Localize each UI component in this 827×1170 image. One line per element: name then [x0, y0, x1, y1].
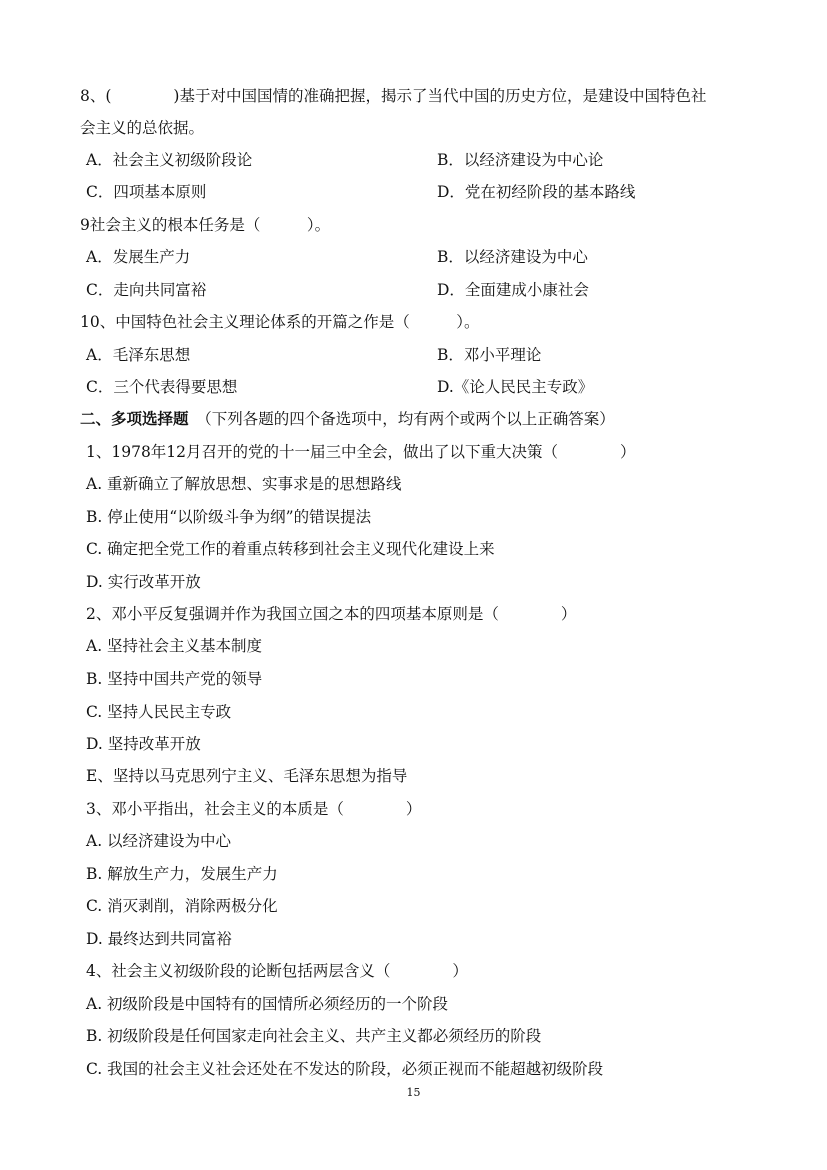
m3-stem: 3、邓小平指出，社会主义的本质是（ ）: [86, 800, 422, 818]
m4-option-c: C. 我国的社会主义社会还处在不发达的阶段，必须正视而不能超越初级阶段: [86, 1060, 604, 1078]
m3-option-d: D. 最终达到共同富裕: [86, 930, 232, 948]
section2-note: （下列各题的四个备选项中，均有两个或两个以上正确答案）: [188, 410, 615, 428]
q10-options-row1: [86, 343, 766, 367]
q8-stem-line1: 8、( )基于对中国国情的准确把握，揭示了当代中国的历史方位，是建设中国特色社: [80, 87, 707, 105]
q10-option-a: A．毛泽东思想: [86, 346, 191, 364]
q8-options-row2: [86, 180, 766, 204]
m1-option-d: D. 实行改革开放: [86, 573, 201, 591]
m4-stem: 4、社会主义初级阶段的论断包括两层含义（ ）: [86, 962, 468, 980]
q9-option-b: B．以经济建设为中心: [437, 248, 588, 266]
q8-options-row1: [86, 148, 766, 172]
m1-option-b: B. 停止使用“以阶级斗争为纲”的错误提法: [86, 508, 372, 526]
q9-option-d: D．全面建成小康社会: [437, 281, 589, 299]
m2-option-d: D. 坚持改革开放: [86, 735, 201, 753]
section2-header: [80, 407, 760, 431]
m4-option-b: B. 初级阶段是任何国家走向社会主义、共产主义都必须经历的阶段: [86, 1027, 542, 1045]
m1-option-a: A. 重新确立了解放思想、实事求是的思想路线: [86, 475, 402, 493]
q8-stem-line2: 会主义的总依据。: [80, 119, 205, 137]
m2-option-a: A. 坚持社会主义基本制度: [86, 637, 263, 655]
q10-option-b: B．邓小平理论: [437, 346, 542, 364]
q9-option-c: C．走向共同富裕: [86, 281, 207, 299]
q8-option-b: B．以经济建设为中心论: [437, 151, 604, 169]
q10-stem: 10、中国特色社会主义理论体系的开篇之作是（ ）。: [80, 313, 480, 331]
m3-option-c: C. 消灭剥削，消除两极分化: [86, 897, 278, 915]
q9-options-row1: [86, 245, 766, 269]
m1-stem: 1、1978年12月召开的党的十一届三中全会，做出了以下重大决策（ ）: [86, 443, 636, 461]
section2-title: 二、多项选择题: [80, 410, 189, 428]
q8-option-c: C．四项基本原则: [86, 183, 207, 201]
m4-option-a: A. 初级阶段是中国特有的国情所必须经历的一个阶段: [86, 995, 449, 1013]
q10-options-row2: [86, 375, 766, 399]
m1-option-c: C. 确定把全党工作的着重点转移到社会主义现代化建设上来: [86, 540, 495, 558]
q10-option-d: D.《论人民民主专政》: [437, 378, 594, 396]
q8-option-a: A．社会主义初级阶段论: [86, 151, 253, 169]
q9-stem: 9社会主义的根本任务是（ ）。: [80, 216, 331, 234]
m2-stem: 2、邓小平反复强调并作为我国立国之本的四项基本原则是（ ）: [86, 605, 577, 623]
m2-option-c: C. 坚持人民民主专政: [86, 703, 232, 721]
q9-options-row2: [86, 278, 766, 302]
q10-option-c: C．三个代表得要思想: [86, 378, 238, 396]
page-number: 15: [406, 1086, 421, 1099]
q9-option-a: A．发展生产力: [86, 248, 191, 266]
m3-option-b: B. 解放生产力，发展生产力: [86, 865, 278, 883]
m3-option-a: A. 以经济建设为中心: [86, 832, 232, 850]
m2-option-e: E、坚持以马克思列宁主义、毛泽东思想为指导: [86, 767, 408, 785]
m2-option-b: B. 坚持中国共产党的领导: [86, 670, 263, 688]
q8-option-d: D．党在初经阶段的基本路线: [437, 183, 636, 201]
